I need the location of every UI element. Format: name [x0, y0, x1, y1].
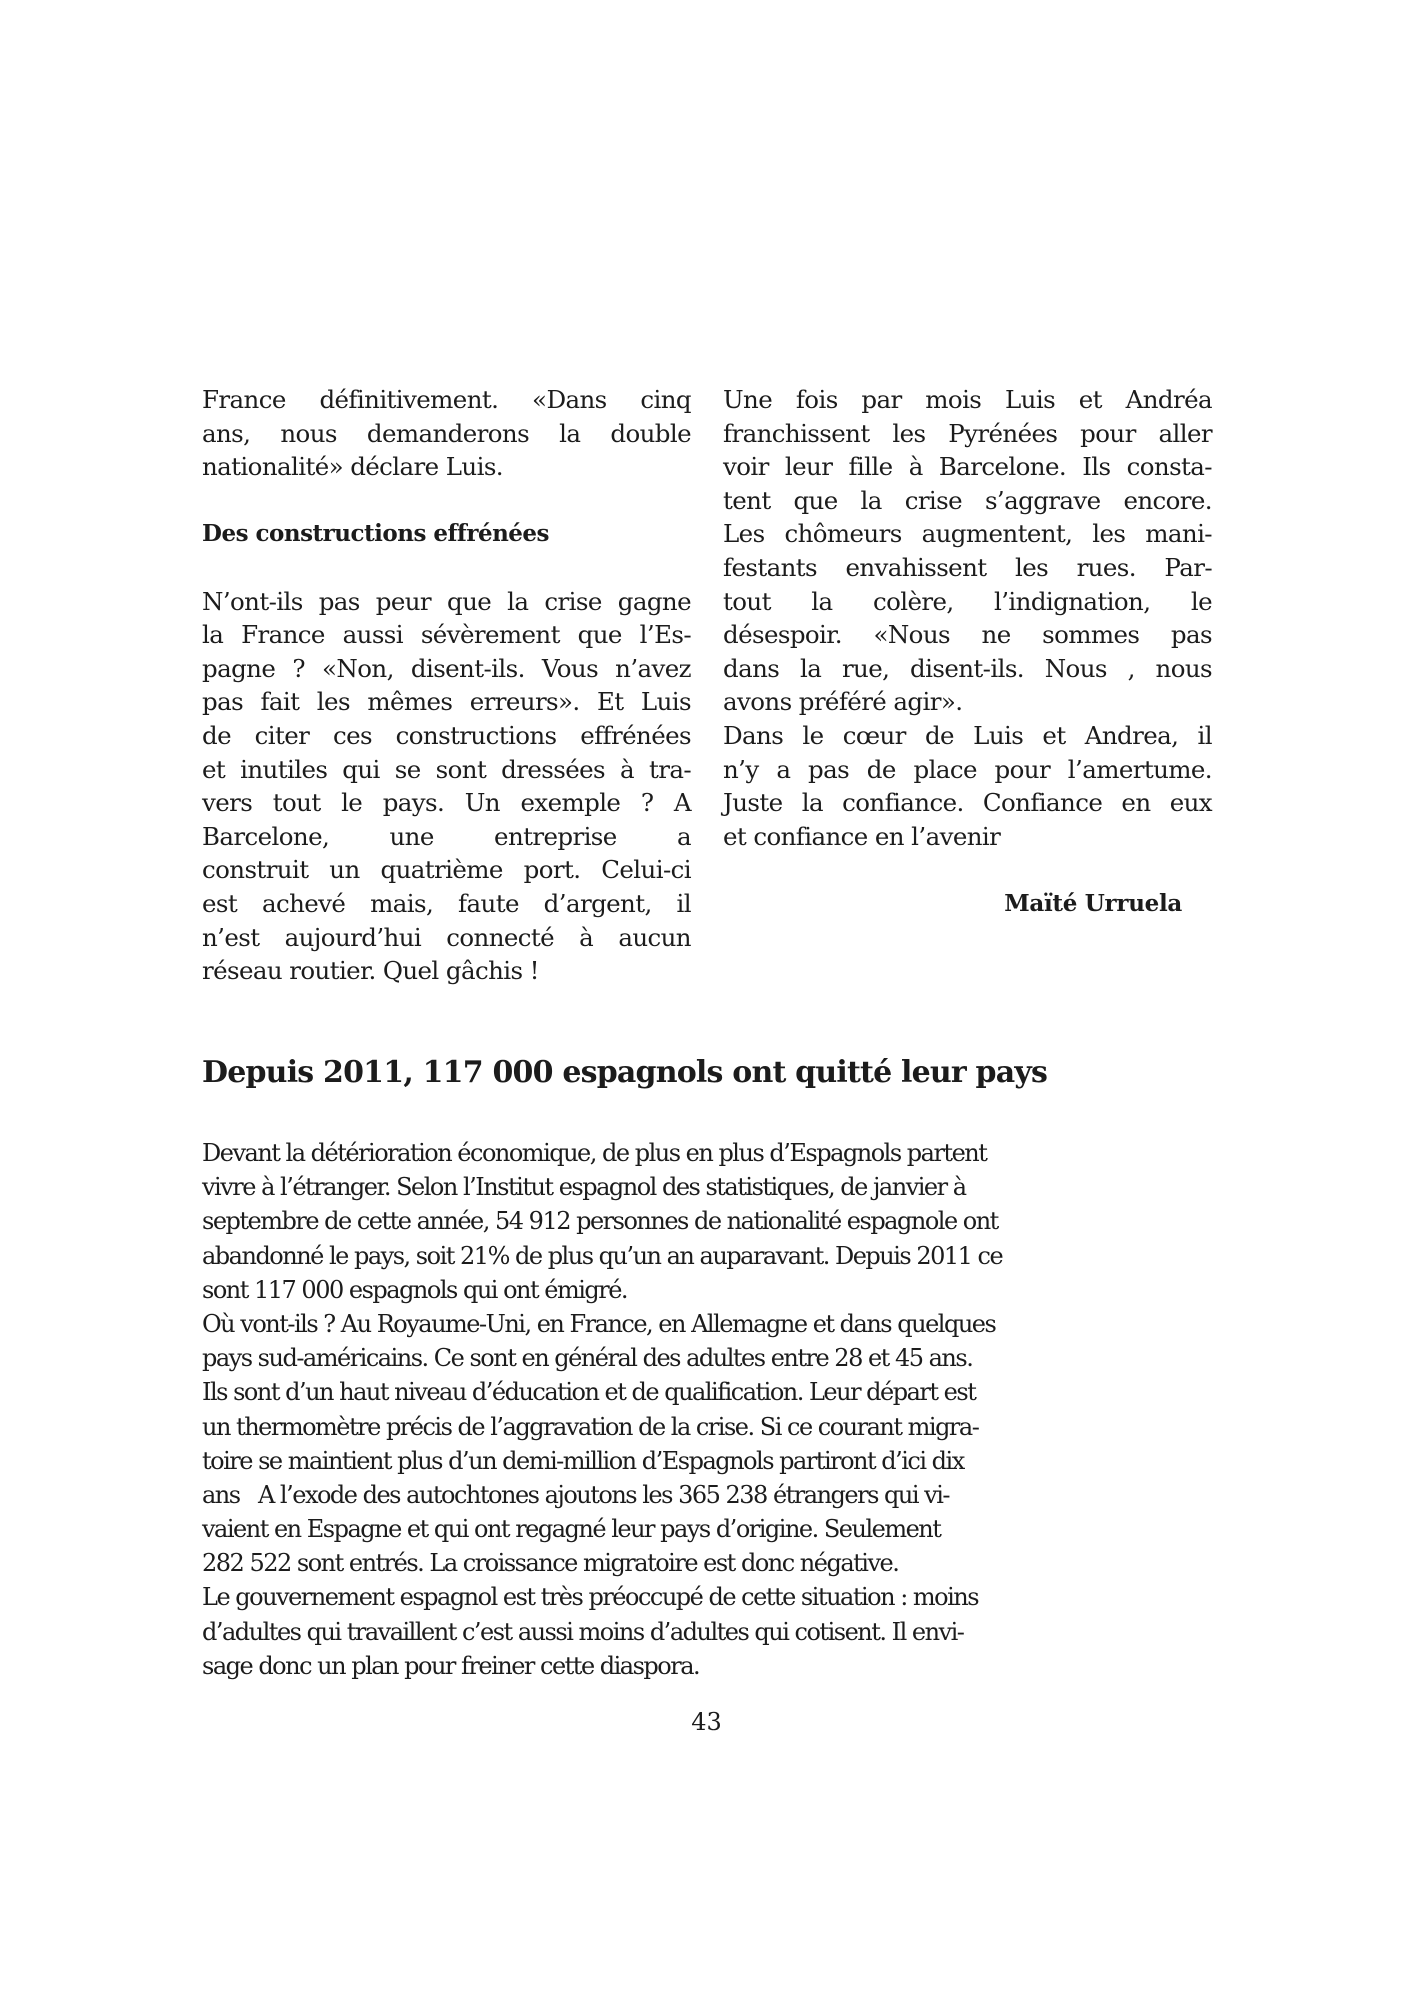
text-line: Dans le cœur de Luis et Andrea, il	[723, 720, 1212, 750]
text-line: septembre de cette année, 54 912 personnes de nationalité espagnole ont	[202, 1207, 998, 1236]
text-line: toire se maintient plus d’un demi-million d’Espagnols partiront d’ici dix	[202, 1446, 964, 1475]
text-line: sage donc un plan pour freiner cette diaspora.	[202, 1651, 700, 1680]
paragraph-spacer	[202, 551, 691, 585]
text-line: tent que la crise s’aggrave encore.	[723, 485, 1212, 515]
article-body	[202, 1136, 1208, 1683]
text-line: Où vont-ils ? Au Royaume-Uni, en France, en Allemagne et dans quelques	[202, 1309, 996, 1338]
left-column	[202, 383, 691, 988]
paragraph-spacer	[723, 853, 1212, 887]
text-line: festants envahissent les rues. Par-	[723, 552, 1212, 582]
text-line: vers tout le pays. Un exemple ? A	[202, 788, 691, 818]
text-line: France définitivement. «Dans cinq	[202, 385, 691, 414]
text-line: construit un quatrième port. Celui-ci	[202, 855, 691, 885]
text-line: voir leur fille à Barcelone. Ils consta-	[723, 452, 1212, 482]
text-line: nationalité» déclare Luis.	[202, 452, 503, 482]
text-line: réseau routier. Quel gâchis !	[202, 956, 539, 986]
text-line: de citer ces constructions effrénées	[202, 720, 691, 750]
paragraph-spacer	[202, 484, 691, 518]
text-line: n’est aujourd’hui connecté à aucun	[202, 922, 691, 952]
text-line: vaient en Espagne et qui ont regagné leur pays d’origine. Seulement	[202, 1515, 941, 1544]
text-line: ans, nous demanderons la double	[202, 418, 691, 448]
text-line: pays sud-américains. Ce sont en général des adultes entre 28 et 45 ans.	[202, 1344, 973, 1373]
article-headline: Depuis 2011, 117 000 espagnols ont quitté leur pays	[202, 1055, 1048, 1090]
page-number: 43	[691, 1708, 722, 1736]
text-line: Une fois par mois Luis et Andréa	[723, 385, 1212, 414]
text-line: sont 117 000 espagnols qui ont émigré.	[202, 1275, 628, 1304]
section-subheading: Des constructions effrénées	[202, 520, 550, 548]
text-line: et inutiles qui se sont dressées à tra-	[202, 754, 691, 784]
text-line: désespoir. «Nous ne sommes pas	[723, 620, 1212, 650]
text-line: avons préféré agir».	[723, 687, 963, 717]
text-line: et confiance en l’avenir	[723, 821, 1001, 851]
right-column	[723, 383, 1212, 921]
text-line: la France aussi sévèrement que l’Es-	[202, 620, 691, 650]
text-line: d’adultes qui travaillent c’est aussi moins d’adultes qui cotisent. Il envi-	[202, 1617, 964, 1646]
text-line: 282 522 sont entrés. La croissance migratoire est donc négative.	[202, 1549, 899, 1578]
text-line: Les chômeurs augmentent, les mani-	[723, 519, 1212, 549]
text-line: N’ont-ils pas peur que la crise gagne	[202, 586, 691, 616]
text-line: Le gouvernement espagnol est très préoccupé de cette situation : moins	[202, 1583, 979, 1612]
text-line: un thermomètre précis de l’aggravation de la crise. Si ce courant migra-	[202, 1412, 979, 1441]
text-line: Devant la détérioration économique, de plus en plus d’Espagnols partent	[202, 1139, 987, 1167]
text-line: Barcelone, une entreprise a	[202, 821, 691, 851]
text-line: tout la colère, l’indignation, le	[723, 586, 1212, 616]
text-line: Juste la confiance. Confiance en eux	[723, 788, 1212, 818]
text-line: n’y a pas de place pour l’amertume.	[723, 754, 1212, 784]
author-signature: Maïté Urruela	[1004, 889, 1182, 917]
text-line: pagne ? «Non, disent-ils. Vous n’avez	[202, 653, 691, 683]
text-line: pas fait les mêmes erreurs». Et Luis	[202, 687, 691, 717]
text-line: est achevé mais, faute d’argent, il	[202, 888, 691, 918]
text-line: Ils sont d’un haut niveau d’éducation et de qualification. Leur départ est	[202, 1378, 976, 1407]
text-line: abandonné le pays, soit 21% de plus qu’un an auparavant. Depuis 2011 ce	[202, 1241, 1003, 1270]
text-line: franchissent les Pyrénées pour aller	[723, 418, 1212, 448]
text-line: dans la rue, disent-ils. Nous , nous	[723, 653, 1212, 683]
text-line: ans A l’exode des autochtones ajoutons les 365 238 étrangers qui vi-	[202, 1480, 949, 1509]
text-line: vivre à l’étranger. Selon l’Institut espagnol des statistiques, de janvier à	[202, 1173, 966, 1202]
